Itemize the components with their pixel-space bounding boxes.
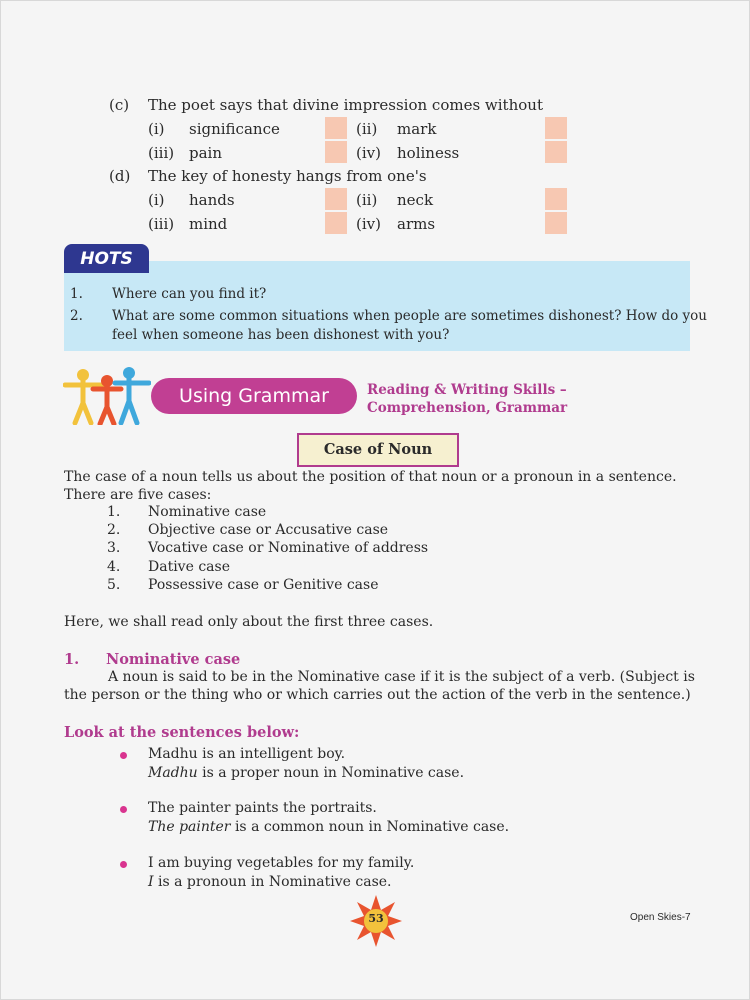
- answer-box-d-iv[interactable]: [545, 212, 567, 234]
- answer-box-c-i[interactable]: [325, 117, 347, 139]
- case-text: Vocative case or Nominative of address: [148, 540, 429, 556]
- question-c-letter: (c): [109, 96, 130, 114]
- nominative-num: 1.: [64, 651, 80, 668]
- option-d-i-text: hands: [189, 191, 235, 209]
- option-c-iii-num: (iii): [148, 144, 175, 162]
- hots-item-1-num: 1.: [70, 286, 83, 302]
- option-d-iv-text: arms: [397, 215, 436, 233]
- option-d-ii-text: neck: [397, 191, 434, 209]
- skills-line-1: Reading & Writing Skills –: [367, 382, 567, 398]
- case-num: 4.: [107, 559, 121, 575]
- answer-box-d-ii[interactable]: [545, 188, 567, 210]
- case-text: Dative case: [148, 559, 230, 575]
- case-num: 3.: [107, 540, 121, 556]
- using-grammar-banner: Using Grammar: [151, 378, 357, 414]
- skills-line-2: Comprehension, Grammar: [367, 400, 568, 416]
- bullet-icon: [120, 806, 127, 813]
- example-explanation: The painter is a common noun in Nominative case.: [148, 819, 510, 835]
- example-sentence: Madhu is an intelligent boy.: [148, 746, 346, 762]
- answer-box-c-iv[interactable]: [545, 141, 567, 163]
- answer-box-c-ii[interactable]: [545, 117, 567, 139]
- option-c-iv-text: holiness: [397, 144, 460, 162]
- option-c-iv-num: (iv): [356, 144, 381, 162]
- option-c-i-text: significance: [189, 120, 280, 138]
- case-text: Nominative case: [148, 504, 267, 520]
- question-d-stem: The key of honesty hangs from one's: [148, 167, 427, 185]
- option-d-iii-text: mind: [189, 215, 228, 233]
- hots-label: HOTS: [64, 244, 149, 273]
- case-num: 1.: [107, 504, 121, 520]
- case-text: Objective case or Accusative case: [148, 522, 389, 538]
- nominative-heading: Nominative case: [106, 651, 241, 668]
- section-title: Case of Noun: [297, 433, 459, 467]
- note-text: Here, we shall read only about the first three cases.: [64, 614, 434, 630]
- option-d-i-num: (i): [148, 191, 165, 209]
- example-explanation: I is a pronoun in Nominative case.: [148, 874, 392, 890]
- example-sentence: The painter paints the portraits.: [148, 800, 377, 816]
- example-sentence: I am buying vegetables for my family.: [148, 855, 415, 871]
- answer-box-d-i[interactable]: [325, 188, 347, 210]
- hots-item-2-line1: What are some common situations when people are sometimes dishonest? How do you: [112, 308, 707, 324]
- nominative-definition-1: A noun is said to be in the Nominative case if it is the subject of a verb. (Subject is: [108, 669, 695, 685]
- answer-box-d-iii[interactable]: [325, 212, 347, 234]
- bullet-icon: [120, 861, 127, 868]
- children-holding-hands-icon: [63, 367, 151, 425]
- option-c-ii-num: (ii): [356, 120, 378, 138]
- case-text: Possessive case or Genitive case: [148, 577, 379, 593]
- option-c-iii-text: pain: [189, 144, 223, 162]
- option-d-ii-num: (ii): [356, 191, 378, 209]
- hots-item-2-line2: feel when someone has been dishonest with you?: [112, 327, 450, 343]
- look-heading: Look at the sentences below:: [64, 724, 300, 741]
- intro-line-1: The case of a noun tells us about the position of that noun or a pronoun in a sentence.: [64, 469, 677, 485]
- intro-line-2: There are five cases:: [64, 487, 212, 503]
- option-d-iii-num: (iii): [148, 215, 175, 233]
- question-c-stem: The poet says that divine impression comes without: [148, 96, 543, 114]
- question-d-letter: (d): [109, 167, 131, 185]
- case-num: 2.: [107, 522, 121, 538]
- nominative-definition-2: the person or the thing who or which carries out the action of the verb in the sentence.): [64, 687, 691, 703]
- answer-box-c-iii[interactable]: [325, 141, 347, 163]
- hots-item-2-num: 2.: [70, 308, 83, 324]
- case-num: 5.: [107, 577, 121, 593]
- book-title: Open Skies-7: [630, 912, 691, 923]
- option-d-iv-num: (iv): [356, 215, 381, 233]
- page-number: 53: [368, 912, 384, 925]
- option-c-ii-text: mark: [397, 120, 437, 138]
- hots-item-1-text: Where can you find it?: [112, 286, 267, 302]
- example-explanation: Madhu is a proper noun in Nominative case.: [148, 765, 465, 781]
- bullet-icon: [120, 752, 127, 759]
- option-c-i-num: (i): [148, 120, 165, 138]
